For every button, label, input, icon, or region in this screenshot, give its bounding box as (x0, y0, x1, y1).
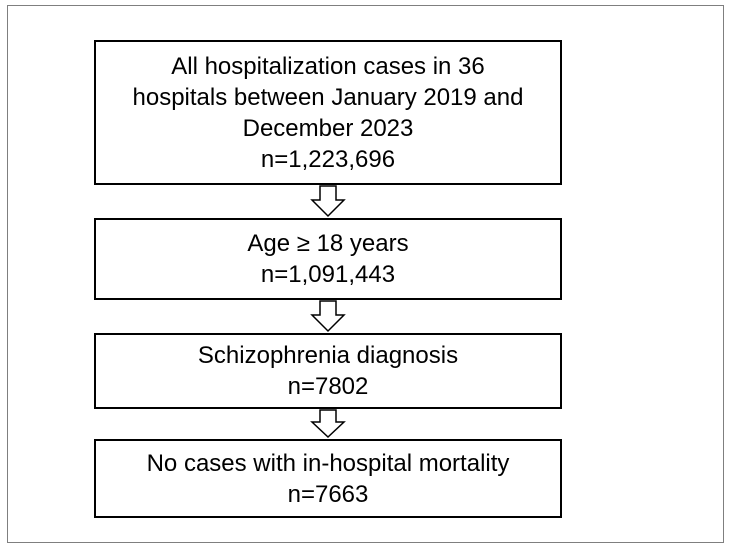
step-3-count: n=7802 (287, 373, 369, 400)
step-all-hospitalizations-box (94, 40, 562, 185)
step-1-count: n=1,223,696 (260, 145, 396, 173)
down-arrow-2 (310, 300, 346, 333)
step-no-mortality-box (94, 439, 562, 518)
step-1-line-2: hospitals between January 2019 and (132, 83, 524, 111)
down-arrow-3 (310, 409, 346, 439)
step-3-line-1: Schizophrenia diagnosis (197, 342, 459, 369)
step-2-line-1: Age ≥ 18 years (247, 230, 409, 257)
step-4-line-1: No cases with in-hospital mortality (146, 449, 510, 477)
step-4-count: n=7663 (287, 480, 369, 508)
step-schizophrenia-box (94, 333, 562, 409)
step-age-filter-box (94, 218, 562, 300)
step-1-line-3: December 2023 (242, 114, 414, 142)
down-arrow-1 (310, 185, 346, 218)
step-2-count: n=1,091,443 (260, 261, 396, 288)
step-1-line-1: All hospitalization cases in 36 (171, 52, 485, 80)
